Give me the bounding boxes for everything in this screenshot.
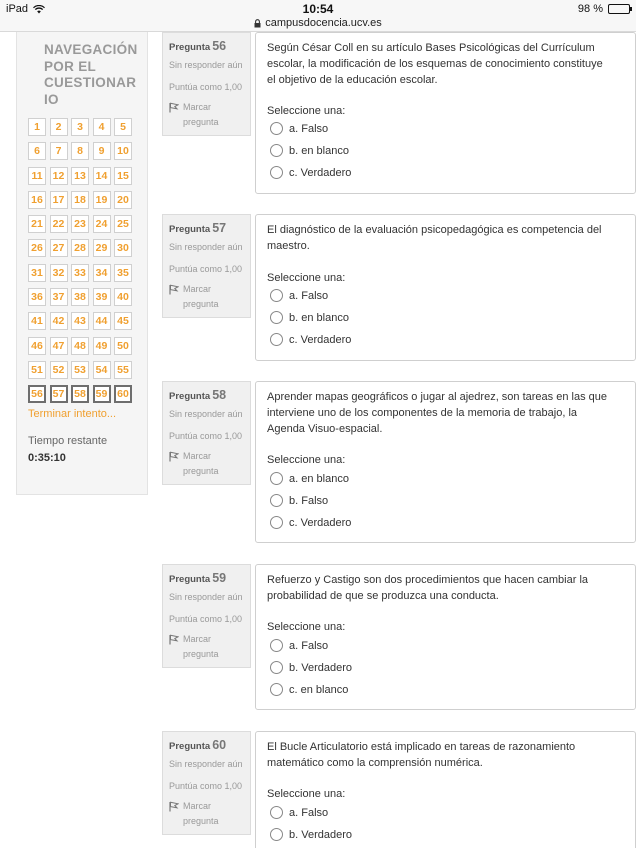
answer-option[interactable]: [270, 828, 352, 841]
question-nav-button[interactable]: 42: [50, 312, 68, 330]
option-label: a. Falso: [289, 122, 329, 135]
question-nav-button[interactable]: 43: [71, 312, 89, 330]
question-content-57: [255, 214, 636, 361]
question-state: Sin responder aún: [169, 759, 243, 769]
question-num: 58: [212, 388, 227, 402]
flag-icon: [169, 284, 179, 295]
question-number: [169, 221, 226, 235]
question-nav-button[interactable]: 24: [93, 215, 111, 233]
question-nav-button[interactable]: 48: [71, 337, 89, 355]
question-nav-button[interactable]: 51: [28, 361, 46, 379]
flag-icon: [169, 102, 179, 113]
option-label: b. Verdadero: [289, 828, 352, 841]
question-state: Sin responder aún: [169, 409, 243, 419]
question-nav-button[interactable]: 55: [114, 361, 132, 379]
question-label: Pregunta: [169, 224, 211, 235]
flag-label: Marcar: [183, 451, 212, 461]
flag-label: pregunta: [183, 299, 219, 309]
question-text-line: Agenda Visuo-espacial.: [267, 423, 383, 435]
answer-prompt: Seleccione una:: [267, 788, 346, 800]
nav-title: [44, 42, 144, 108]
question-nav-button[interactable]: 31: [28, 264, 46, 282]
question-nav-button[interactable]: 23: [71, 215, 89, 233]
question-nav-button[interactable]: 33: [71, 264, 89, 282]
battery-icon: [608, 4, 630, 14]
answer-prompt: Seleccione una:: [267, 105, 346, 117]
question-number: [169, 571, 226, 585]
question-text: [267, 389, 627, 437]
question-content-59: [255, 564, 636, 710]
question-nav-button[interactable]: 27: [50, 239, 68, 257]
option-label: c. Verdadero: [289, 166, 352, 179]
question-nav-button[interactable]: 12: [50, 167, 68, 185]
question-info-57: [162, 214, 251, 318]
option-label: a. Falso: [289, 806, 329, 819]
question-nav-button[interactable]: 9: [93, 142, 111, 160]
flag-question-button[interactable]: [169, 449, 219, 479]
option-label: b. Falso: [289, 494, 329, 507]
battery-percent: 98 %: [577, 3, 603, 15]
answer-option[interactable]: [270, 661, 352, 674]
flag-icon: [169, 451, 179, 462]
answer-option[interactable]: [270, 166, 351, 179]
nav-title-line: IO: [44, 91, 59, 107]
radio-button[interactable]: [270, 639, 283, 652]
question-nav-button[interactable]: 34: [93, 264, 111, 282]
question-content-60: [255, 731, 636, 848]
question-nav-button[interactable]: 50: [114, 337, 132, 355]
question-text-line: escolar, la modificación de los esquemas de conocimiento constituye: [267, 58, 603, 70]
question-nav-button[interactable]: 11: [28, 167, 46, 185]
question-text-line: maestro.: [267, 240, 310, 252]
question-nav-button[interactable]: 15: [114, 167, 132, 185]
option-label: b. en blanco: [289, 311, 349, 324]
answer-option[interactable]: [270, 639, 328, 652]
radio-button[interactable]: [270, 494, 283, 507]
question-grade: Puntúa como 1,00: [169, 264, 243, 274]
status-bar: [0, 0, 636, 32]
question-nav-button[interactable]: 22: [50, 215, 68, 233]
question-nav-button[interactable]: 59: [93, 385, 111, 403]
answer-option[interactable]: [270, 144, 349, 157]
flag-label: Marcar: [183, 801, 212, 811]
flag-icon: [169, 801, 179, 812]
nav-title-line: NAVEGACIÓN: [44, 42, 138, 57]
flag-label: pregunta: [183, 466, 219, 476]
question-label: Pregunta: [169, 391, 211, 402]
question-text-line: El Bucle Articulatorio está implicado en tareas de razonamiento: [267, 741, 576, 753]
option-label: b. Verdadero: [289, 661, 352, 674]
flag-question-button[interactable]: [169, 100, 219, 130]
question-text: [267, 739, 627, 771]
question-number: [169, 39, 226, 53]
question-info-60: [162, 731, 251, 835]
answer-option[interactable]: [270, 472, 349, 485]
question-nav-button[interactable]: 38: [71, 288, 89, 306]
question-grade: Puntúa como 1,00: [169, 781, 243, 791]
question-nav-button[interactable]: 37: [50, 288, 68, 306]
radio-button[interactable]: [270, 122, 283, 135]
question-text-line: el objetivo de la educación escolar.: [267, 74, 438, 86]
device-name: iPad: [6, 3, 29, 15]
question-nav-button[interactable]: 35: [114, 264, 132, 282]
question-text: [267, 40, 627, 88]
question-grade: Puntúa como 1,00: [169, 431, 243, 441]
question-label: Pregunta: [169, 42, 211, 53]
time-left-value: 0:35:10: [28, 452, 66, 464]
question-text-line: Según César Coll en su artículo Bases Psicológicas del Currículum: [267, 42, 595, 54]
time-left-label: Tiempo restante: [28, 435, 108, 447]
option-label: c. en blanco: [289, 683, 349, 696]
clock: 10:54: [302, 2, 334, 16]
question-num: 59: [212, 571, 227, 585]
question-nav-button[interactable]: 17: [50, 191, 68, 209]
question-nav-button[interactable]: 2: [50, 118, 68, 136]
lock-icon: [254, 19, 261, 28]
question-nav-button[interactable]: 25: [114, 215, 132, 233]
nav-title-line: CUESTIONAR: [44, 75, 137, 90]
option-label: a. en blanco: [289, 472, 349, 485]
radio-button[interactable]: [270, 661, 283, 674]
radio-button[interactable]: [270, 472, 283, 485]
question-content-56: [255, 32, 636, 194]
question-nav-button[interactable]: 19: [93, 191, 111, 209]
question-num: 57: [212, 221, 227, 235]
answer-option[interactable]: [270, 516, 351, 529]
question-nav-button[interactable]: 32: [50, 264, 68, 282]
question-grade: Puntúa como 1,00: [169, 614, 243, 624]
question-state: Sin responder aún: [169, 242, 243, 252]
question-nav-button[interactable]: 8: [71, 142, 89, 160]
question-nav-button[interactable]: 30: [114, 239, 132, 257]
option-label: c. Verdadero: [289, 516, 352, 529]
radio-button[interactable]: [270, 289, 283, 302]
question-nav-button[interactable]: 39: [93, 288, 111, 306]
option-label: a. Falso: [289, 639, 329, 652]
question-nav-button[interactable]: 1: [28, 118, 46, 136]
question-text-line: Refuerzo y Castigo son dos procedimientos que hacen cambiar la: [267, 574, 589, 586]
question-nav-button[interactable]: 13: [71, 167, 89, 185]
radio-button[interactable]: [270, 166, 283, 179]
question-nav-button[interactable]: 10: [114, 142, 132, 160]
question-nav-button[interactable]: 18: [71, 191, 89, 209]
question-nav-button[interactable]: 49: [93, 337, 111, 355]
question-number-grid: [28, 118, 138, 403]
question-nav-button[interactable]: 14: [93, 167, 111, 185]
quiz-navigation: [16, 32, 148, 495]
question-text-line: interviene uno de los componentes de la memoria de trabajo, la: [267, 407, 578, 419]
question-info-59: [162, 564, 251, 668]
answer-prompt: Seleccione una:: [267, 621, 346, 633]
flag-label: Marcar: [183, 284, 212, 294]
question-nav-button[interactable]: 7: [50, 142, 68, 160]
question-nav-button[interactable]: 5: [114, 118, 132, 136]
answer-option[interactable]: [270, 289, 328, 302]
question-nav-button[interactable]: 28: [71, 239, 89, 257]
answer-option[interactable]: [270, 494, 328, 507]
answer-option[interactable]: [270, 333, 351, 346]
question-nav-button[interactable]: 56: [28, 385, 46, 403]
status-right: [578, 3, 630, 15]
nav-title-line: POR EL: [44, 58, 97, 74]
flag-question-button[interactable]: [169, 282, 219, 312]
flag-question-button[interactable]: [169, 799, 219, 829]
answer-option[interactable]: [270, 122, 328, 135]
radio-button[interactable]: [270, 828, 283, 841]
question-info-56: [162, 32, 251, 136]
answer-prompt: Seleccione una:: [267, 272, 346, 284]
question-state: Sin responder aún: [169, 592, 243, 602]
flag-label: pregunta: [183, 117, 219, 127]
option-label: c. Verdadero: [289, 333, 352, 346]
question-nav-button[interactable]: 60: [114, 385, 132, 403]
option-label: a. Falso: [289, 289, 329, 302]
question-label: Pregunta: [169, 741, 211, 752]
question-label: Pregunta: [169, 574, 211, 585]
question-nav-button[interactable]: 20: [114, 191, 132, 209]
question-nav-button[interactable]: 16: [28, 191, 46, 209]
question-nav-button[interactable]: 45: [114, 312, 132, 330]
question-text-line: El diagnóstico de la evaluación psicopedagógica es competencia del: [267, 224, 602, 236]
question-nav-button[interactable]: 6: [28, 142, 46, 160]
question-state: Sin responder aún: [169, 60, 243, 70]
flag-label: pregunta: [183, 816, 219, 826]
question-nav-button[interactable]: 4: [93, 118, 111, 136]
flag-label: Marcar: [183, 102, 212, 112]
question-text: [267, 222, 627, 254]
question-nav-button[interactable]: 26: [28, 239, 46, 257]
question-nav-button[interactable]: 36: [28, 288, 46, 306]
question-text-line: Aprender mapas geográficos o jugar al ajedrez, son tareas en las que: [267, 391, 607, 403]
flag-label: pregunta: [183, 649, 219, 659]
answer-option[interactable]: [270, 683, 348, 696]
flag-question-button[interactable]: [169, 632, 219, 662]
question-num: 60: [212, 738, 227, 752]
option-label: b. en blanco: [289, 144, 349, 157]
radio-button[interactable]: [270, 683, 283, 696]
question-text-line: probabilidad de que se produzca una conducta.: [267, 590, 499, 602]
flag-label: Marcar: [183, 634, 212, 644]
question-nav-button[interactable]: 46: [28, 337, 46, 355]
finish-attempt-link[interactable]: Terminar intento...: [28, 408, 117, 420]
radio-button[interactable]: [270, 516, 283, 529]
address-bar[interactable]: [0, 17, 636, 29]
answer-prompt: Seleccione una:: [267, 454, 346, 466]
question-text: [267, 572, 627, 604]
question-nav-button[interactable]: 40: [114, 288, 132, 306]
question-nav-button[interactable]: 58: [71, 385, 89, 403]
question-nav-button[interactable]: 54: [93, 361, 111, 379]
question-num: 56: [212, 39, 227, 53]
question-nav-button[interactable]: 47: [50, 337, 68, 355]
question-nav-button[interactable]: 53: [71, 361, 89, 379]
question-nav-button[interactable]: 44: [93, 312, 111, 330]
question-nav-button[interactable]: 21: [28, 215, 46, 233]
question-nav-button[interactable]: 29: [93, 239, 111, 257]
question-number: [169, 388, 226, 402]
question-nav-button[interactable]: 3: [71, 118, 89, 136]
question-number: [169, 738, 226, 752]
question-nav-button[interactable]: 52: [50, 361, 68, 379]
question-nav-button[interactable]: 57: [50, 385, 68, 403]
question-content-58: [255, 381, 636, 543]
answer-option[interactable]: [270, 311, 349, 324]
radio-button[interactable]: [270, 144, 283, 157]
radio-button[interactable]: [270, 333, 283, 346]
flag-icon: [169, 634, 179, 645]
radio-button[interactable]: [270, 311, 283, 324]
question-info-58: [162, 381, 251, 485]
question-grade: Puntúa como 1,00: [169, 82, 243, 92]
url-text: campusdocencia.ucv.es: [265, 17, 382, 29]
answer-option[interactable]: [270, 806, 328, 819]
question-nav-button[interactable]: 41: [28, 312, 46, 330]
question-text-line: matemático como la comprensión numérica.: [267, 757, 483, 769]
radio-button[interactable]: [270, 806, 283, 819]
